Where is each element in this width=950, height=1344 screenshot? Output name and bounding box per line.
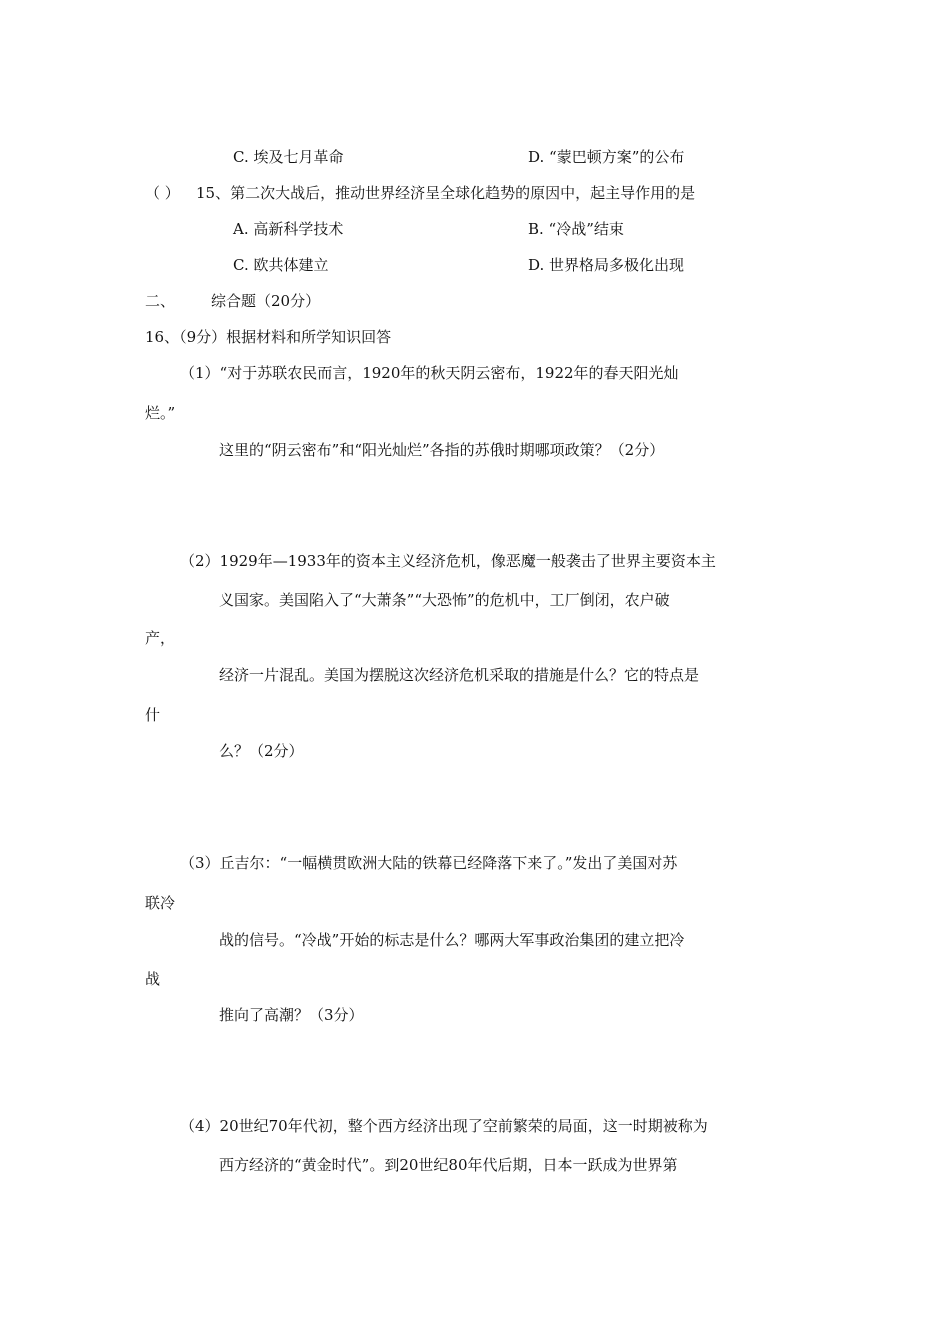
q15-stem: 15、第二次大战后，推动世界经济呈全球化趋势的原因中，起主导作用的是 [196, 184, 696, 202]
q15-option-d: D. 世界格局多极化出现 [528, 256, 685, 274]
q16-part2-line5: 什 [145, 706, 161, 724]
q16-part2-line3: 产， [145, 629, 176, 647]
q16-part3-line5: 推向了高潮？（3分） [219, 1006, 364, 1024]
q15-option-c: C. 欧共体建立 [233, 256, 329, 274]
q16-part4-line2: 西方经济的“黄金时代”。到20世纪80年代后期，日本一跃成为世界第 [219, 1156, 678, 1174]
q15-option-b: B. “冷战”结束 [528, 220, 624, 238]
section-number: 二、 [145, 292, 176, 310]
q16-part4-line1: （4）20世纪70年代初，整个西方经济出现了空前繁荣的局面，这一时期被称为 [180, 1117, 708, 1135]
q16-part3-line3: 战的信号。“冷战”开始的标志是什么？哪两大军事政治集团的建立把冷 [219, 931, 685, 949]
q16-part1-line1: （1）“对于苏联农民而言，1920年的秋天阴云密布，1922年的春天阳光灿 [180, 364, 679, 382]
q16-stem: 16、（9分）根据材料和所学知识回答 [145, 328, 392, 346]
q16-part2-line6: 么？（2分） [219, 742, 304, 760]
q16-part1-question: 这里的“阴云密布”和“阳光灿烂”各指的苏俄时期哪项政策？（2分） [219, 441, 665, 459]
q15-answer-blank: （ ） [145, 184, 180, 202]
q16-part2-line2: 义国家。美国陷入了“大萧条”“大恐怖”的危机中，工厂倒闭，农户破 [219, 591, 670, 609]
q14-option-d: D. “蒙巴顿方案”的公布 [528, 148, 685, 166]
q16-part3-line2: 联冷 [145, 894, 176, 912]
section-title: 综合题（20分） [211, 292, 321, 310]
q16-part2-line1: （2）1929年—1933年的资本主义经济危机，像恶魔一般袭击了世界主要资本主 [180, 552, 716, 570]
q14-option-c: C. 埃及七月革命 [233, 148, 344, 166]
q16-part3-line4: 战 [145, 970, 161, 988]
q16-part2-line4: 经济一片混乱。美国为摆脱这次经济危机采取的措施是什么？它的特点是 [219, 666, 700, 684]
q15-option-a: A. 高新科学技术 [233, 220, 344, 238]
q16-part1-line2: 烂。” [145, 404, 176, 422]
q16-part3-line1: （3）丘吉尔：“一幅横贯欧洲大陆的铁幕已经降落下来了。”发出了美国对苏 [180, 854, 678, 872]
